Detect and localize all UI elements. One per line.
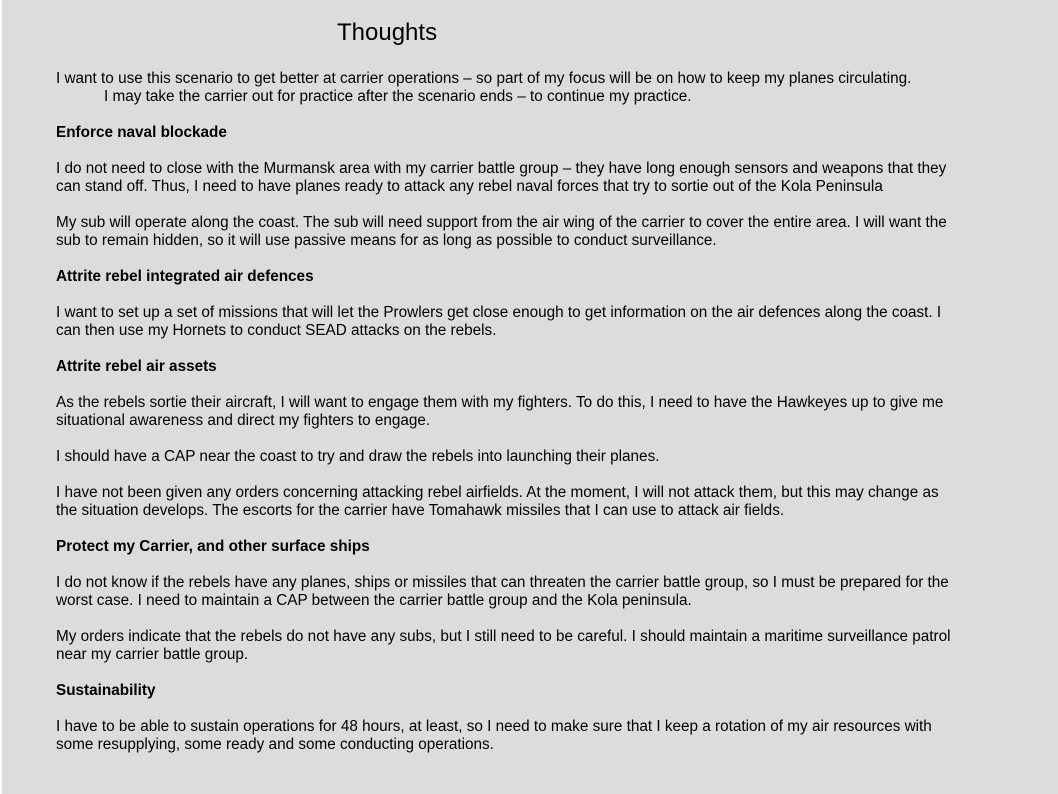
- paragraph-line: I do not need to close with the Murmansk area with my carrier battle group – they have long enough sensors and weapons that they: [56, 160, 947, 177]
- paragraph-line: I should have a CAP near the coast to try and draw the rebels into launching their planes.: [56, 448, 660, 465]
- intro-line: I want to use this scenario to get better at carrier operations – so part of my focus will be on how to keep my planes circulating.: [56, 70, 912, 87]
- section-heading-blockade: Enforce naval blockade: [56, 124, 227, 141]
- paragraph-line: I have not been given any orders concerning attacking rebel airfields. At the moment, I will not attack them, but this may change as: [56, 484, 939, 501]
- paragraph-line: I do not know if the rebels have any planes, ships or missiles that can threaten the carrier battle group, so I must be prepared for the: [56, 574, 949, 591]
- section-heading-air-defences: Attrite rebel integrated air defences: [56, 268, 314, 285]
- paragraph-line: As the rebels sortie their aircraft, I will want to engage them with my fighters. To do this, I need to have the Hawkeyes up to give me: [56, 394, 944, 411]
- paragraph-line: I have to be able to sustain operations for 48 hours, at least, so I need to make sure that I keep a rotation of my air resources with: [56, 718, 932, 735]
- page-title: Thoughts: [337, 19, 438, 46]
- paragraph-line: near my carrier battle group.: [56, 646, 249, 663]
- paragraph-line: can then use my Hornets to conduct SEAD attacks on the rebels.: [56, 322, 497, 339]
- paragraph-line: the situation develops. The escorts for the carrier have Tomahawk missiles that I can use to attack air fields.: [56, 502, 785, 519]
- paragraph-line: I want to set up a set of missions that will let the Prowlers get close enough to get information on the air defences along the coast. I: [56, 304, 942, 321]
- paragraph-line: sub to remain hidden, so it will use passive means for as long as possible to conduct surveillance.: [56, 232, 717, 249]
- section-heading-air-assets: Attrite rebel air assets: [56, 358, 217, 375]
- paragraph-line: some resupplying, some ready and some conducting operations.: [56, 736, 494, 753]
- paragraph-line: can stand off. Thus, I need to have planes ready to attack any rebel naval forces that try to sortie out of the Kola Peninsula: [56, 178, 883, 195]
- paragraph-line: My sub will operate along the coast. The sub will need support from the air wing of the carrier to cover the entire area. I will want the: [56, 214, 947, 231]
- intro-line-indented: I may take the carrier out for practice after the scenario ends – to continue my practice.: [104, 88, 692, 105]
- section-heading-sustainability: Sustainability: [56, 682, 156, 699]
- slide-page: [2, 0, 1058, 794]
- slide-body: [56, 70, 1016, 754]
- section-heading-protect: Protect my Carrier, and other surface ships: [56, 538, 370, 555]
- paragraph-line: worst case. I need to maintain a CAP between the carrier battle group and the Kola peninsula.: [56, 592, 692, 609]
- paragraph-line: My orders indicate that the rebels do not have any subs, but I still need to be careful. I should maintain a maritime surveillance patrol: [56, 628, 951, 645]
- paragraph-line: situational awareness and direct my fighters to engage.: [56, 412, 431, 429]
